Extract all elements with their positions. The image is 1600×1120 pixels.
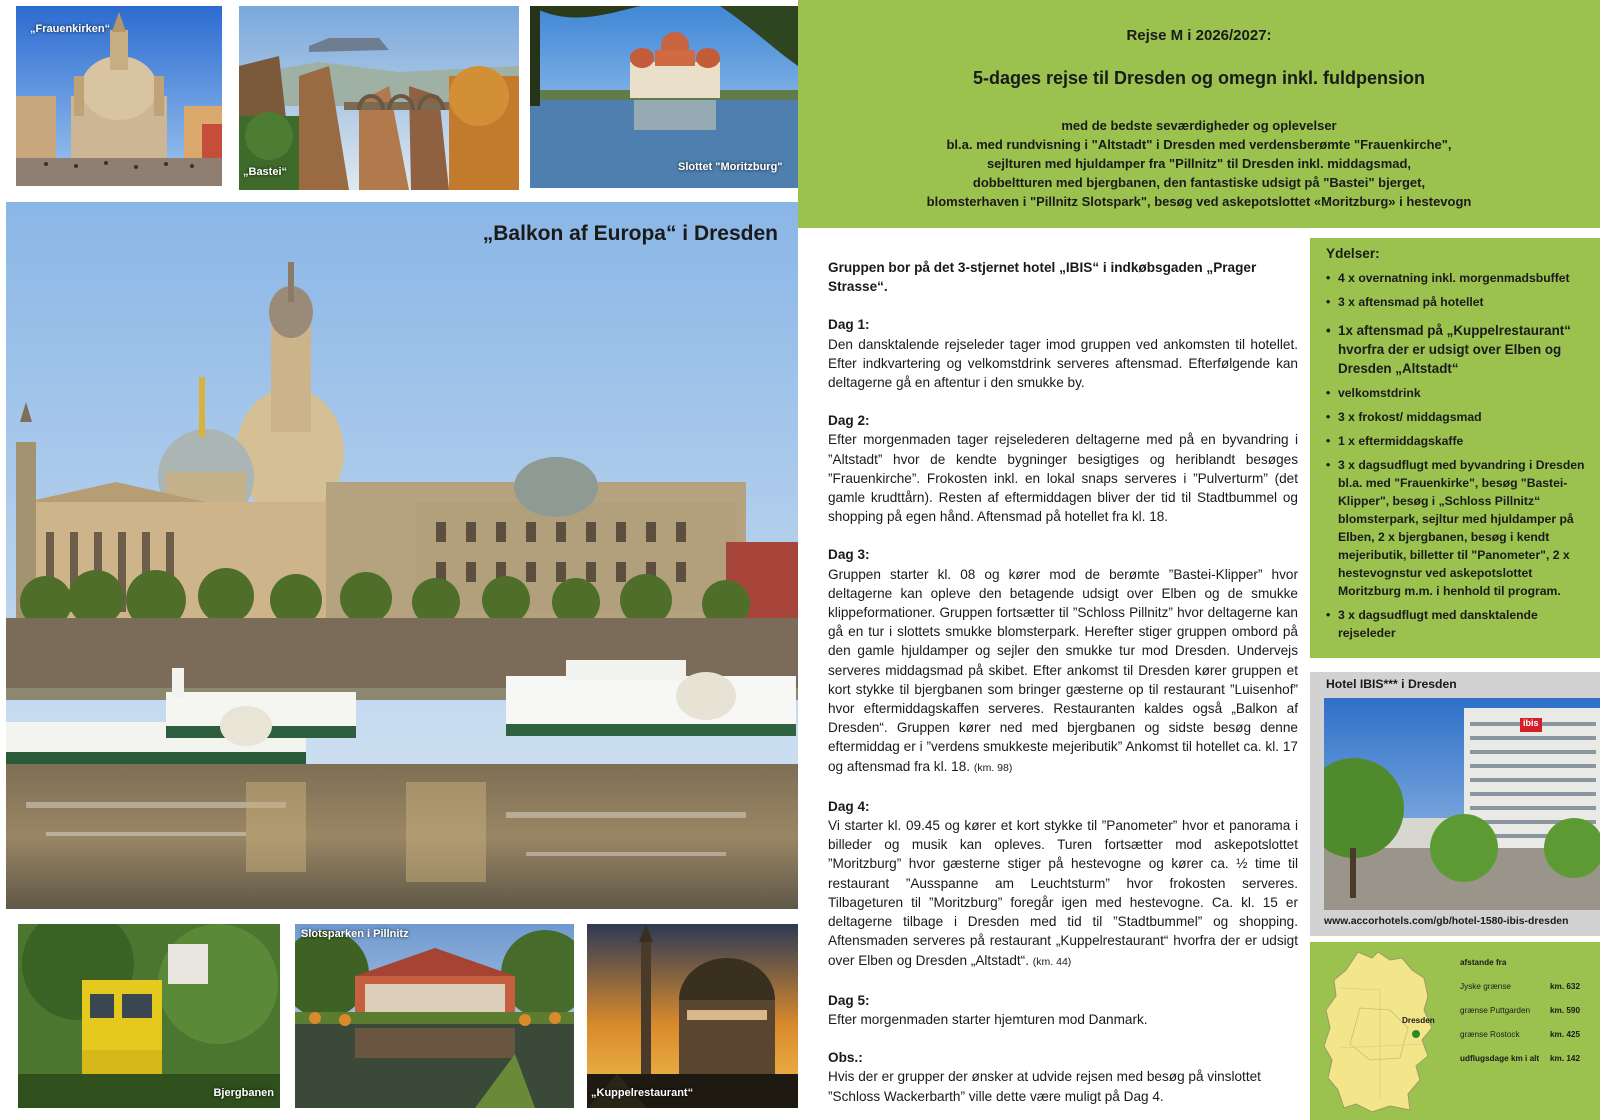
germany-map bbox=[1320, 948, 1440, 1116]
distance-km: km. 590 bbox=[1550, 1006, 1581, 1015]
service-item: • 3 x dagsudflugt med byvandring i Dresden bl.a. med "Frauenkirke", besøg "Bastei-Klipper", besøg i „Schloss Pillnitz“ blomsterpark, sejltur med hjuldamper på Elben, 2 x bjergbanen, besøg i kendt mejeributik, billetter til "Panometer", 2 x hestevognstur ved askepotslottet Moritzburg m.m. i henhold til program. bbox=[1326, 456, 1590, 600]
service-item: • 3 x dagsudflugt med dansktalende rejseleder bbox=[1326, 606, 1590, 642]
caption-kuppelrestaurant: „Kuppelrestaurant“ bbox=[591, 1087, 694, 1099]
day-title: Dag 2: bbox=[828, 413, 870, 429]
photo-pillnitz bbox=[295, 924, 574, 1108]
day-text: Den dansktalende rejseleder tager imod gruppen ved ankomsten til hotellet. Efter indkvartering og velkomstdrink serveres aftensmad. Efterfølgende kan deltagerne gå en aftentur i den smukke by. bbox=[828, 336, 1298, 391]
hotel-intro: Gruppen bor på det 3-stjernet hotel „IBIS“ i indkøbsgaden „Prager Strasse“. bbox=[828, 260, 1257, 295]
service-item: • 4 x overnatning inkl. morgenmadsbuffet bbox=[1326, 269, 1590, 287]
distance-km: km. 425 bbox=[1550, 1030, 1581, 1039]
distance-km: km. 632 bbox=[1550, 982, 1581, 991]
highlight-line: bl.a. med rundvisning i "Altstadt" i Dresden med verdensberømte "Frauenkirche", bbox=[946, 137, 1452, 152]
photo-dresden-panorama bbox=[6, 202, 798, 909]
day-title: Dag 1: bbox=[828, 317, 870, 333]
service-item: • 3 x aftensmad på hotellet bbox=[1326, 293, 1590, 311]
service-item: • 3 x frokost/ middagsmad bbox=[1326, 408, 1590, 426]
services-box bbox=[1310, 238, 1600, 658]
day-2 bbox=[828, 411, 1298, 526]
day-5 bbox=[828, 991, 1298, 1029]
highlight-line: med de bedste seværdigheder og oplevelser bbox=[1061, 118, 1337, 133]
photo-moritzburg bbox=[530, 6, 798, 188]
distance-label: grænse Puttgarden bbox=[1460, 1006, 1531, 1015]
trip-header bbox=[798, 0, 1600, 228]
day-km: (km. 44) bbox=[1032, 955, 1072, 968]
photo-hotel-ibis bbox=[1324, 698, 1600, 910]
trip-highlights bbox=[798, 116, 1600, 211]
day-1 bbox=[828, 315, 1298, 392]
distance-label: Jyske grænse bbox=[1460, 982, 1511, 991]
day-title: Dag 5: bbox=[828, 992, 870, 1008]
photo-bjergbanen bbox=[18, 924, 280, 1108]
day-3 bbox=[828, 545, 1298, 777]
caption-bastei: „Bastei“ bbox=[243, 166, 288, 178]
photo-frauenkirken bbox=[16, 6, 222, 186]
trip-code: Rejse M i 2026/2027: bbox=[1126, 27, 1272, 44]
services-list bbox=[1326, 269, 1590, 642]
obs-note bbox=[828, 1048, 1298, 1106]
photo-bastei bbox=[239, 6, 519, 190]
distance-box bbox=[1310, 942, 1600, 1120]
highlight-line: sejlturen med hjuldamper fra "Pillnitz" til Dresden inkl. middagsmad, bbox=[986, 156, 1412, 171]
hotel-sign: ibis bbox=[1523, 718, 1539, 728]
highlight-line: dobbeltturen med bjergbanen, den fantastiske udsigt på "Bastei" bjerget, bbox=[972, 175, 1426, 190]
day-text: Hvis der er grupper der ønsker at udvide rejsen med besøg på vinslottet ”Schloss Wackerbarth” ville dette være muligt på Dag 4. bbox=[828, 1069, 1261, 1104]
distance-label: grænse Rostock bbox=[1460, 1030, 1520, 1039]
hotel-url[interactable]: www.accorhotels.com/gb/hotel-1580-ibis-dresden bbox=[1324, 916, 1569, 927]
day-title: Obs.: bbox=[828, 1050, 863, 1066]
service-item: • 1x aftensmad på „Kuppelrestaurant“ hvorfra der er udsigt over Elben og Dresden „Altstadt“ bbox=[1326, 321, 1590, 378]
highlight-line: blomsterhaven i "Pillnitz Slotspark", besøg ved askepotslottet «Moritzburg» i hestevogn bbox=[926, 194, 1472, 209]
day-text: Efter morgenmaden tager rejselederen deltagerne med på en byvandring i ”Altstadt” hvor de kendte bygninger besigtiges og heriblandt besøges ”Frauenkirche”. Frokosten inkl. en lokal snaps serveres i ”Pulverturm” (det gamle krudttårn). Resten af eftermiddagen bliver der tid til Stadtbummel og shopping på egen hånd. Aftensmad på hotellet fra kl. 18. bbox=[828, 432, 1298, 525]
day-text: Efter morgenmaden starter hjemturen mod Danmark. bbox=[828, 1011, 1148, 1027]
dresden-map-label: Dresden bbox=[1402, 1016, 1435, 1025]
day-km: (km. 98) bbox=[973, 761, 1013, 774]
caption-moritzburg: Slottet "Moritzburg" bbox=[678, 161, 783, 173]
trip-title: 5-dages rejse til Dresden og omegn inkl. fuldpension bbox=[972, 68, 1426, 88]
hotel-box bbox=[1310, 672, 1600, 936]
caption-pillnitz: Slotsparken i Pillnitz bbox=[301, 928, 409, 940]
day-title: Dag 4: bbox=[828, 798, 870, 814]
hotel-title: Hotel IBIS*** i Dresden bbox=[1326, 677, 1457, 691]
caption-bjergbanen: Bjergbanen bbox=[213, 1087, 274, 1099]
day-text: Vi starter kl. 09.45 og kører et kort stykke til ”Panometer” hvor et panorama i billeder og musik kan opleves. Turen fortsætter mod askepotslottet ”Moritzburg” hvor gæsterne stiger på hestevogne og kører ca. ½ time til restaurant ”Ausspanne am Leuchtsturm” hvor frokosten serveres. Tilbageturen til ”Moritzburg” foregår igen med hestevogne. Ca. kl. 15 er deltagerne tilbage i Dresden med tid til ”Stadtbummel” og shopping. Aftensmaden serveres på restaurant „Kuppelrestaurant“ hvorfra der er udsigt over Elben og Dresden „Altstadt“. (km. 44) bbox=[828, 818, 1298, 968]
caption-frauenkirken: „Frauenkirken“ bbox=[30, 23, 111, 35]
service-item: • 1 x eftermiddagskaffe bbox=[1326, 432, 1590, 450]
day-title: Dag 3: bbox=[828, 547, 870, 563]
day-4 bbox=[828, 797, 1298, 972]
itinerary bbox=[828, 258, 1298, 1120]
services-title: Ydelser: bbox=[1326, 246, 1380, 261]
distance-label: udflugsdage km i alt bbox=[1460, 1054, 1540, 1063]
distance-km: km. 142 bbox=[1550, 1054, 1581, 1063]
hero-title: „Balkon af Europa“ i Dresden bbox=[482, 222, 778, 245]
service-item: • velkomstdrink bbox=[1326, 384, 1590, 402]
day-text: Gruppen starter kl. 08 og kører mod de berømte ”Bastei-Klipper” hvor deltagerne kan opleve den betagende udsigt over Elben og de smukke klippeformationer. Gruppen fortsætter til ”Schloss Pillnitz” hvor deltagerne kan gå en tur i slottets smukke blomsterpark. Herefter stiger gruppen ombord på den gamle hjuldamper og sejler den smukke tur mod Dresden. Undervejs serveres middagsmad på skibet. Efter ankomst til Dresden kører gruppen et kort stykke til bjergbanen som bringer gæsterne op til restaurant ”Luisenhof” hvor eftermiddagskaffen serveres. Restauranten kaldes også „Balkon af Dresden“. Gruppen kører ned med bjergbanen og sidste besøg denne eftermiddag er i ”verdens smukkeste mejeributik” Ankomst til hotellet ca. kl. 17 og aftensmad fra kl. 18. (km. 98) bbox=[828, 566, 1298, 774]
distances-title: afstande fra bbox=[1460, 958, 1507, 967]
photo-kuppelrestaurant bbox=[587, 924, 798, 1108]
